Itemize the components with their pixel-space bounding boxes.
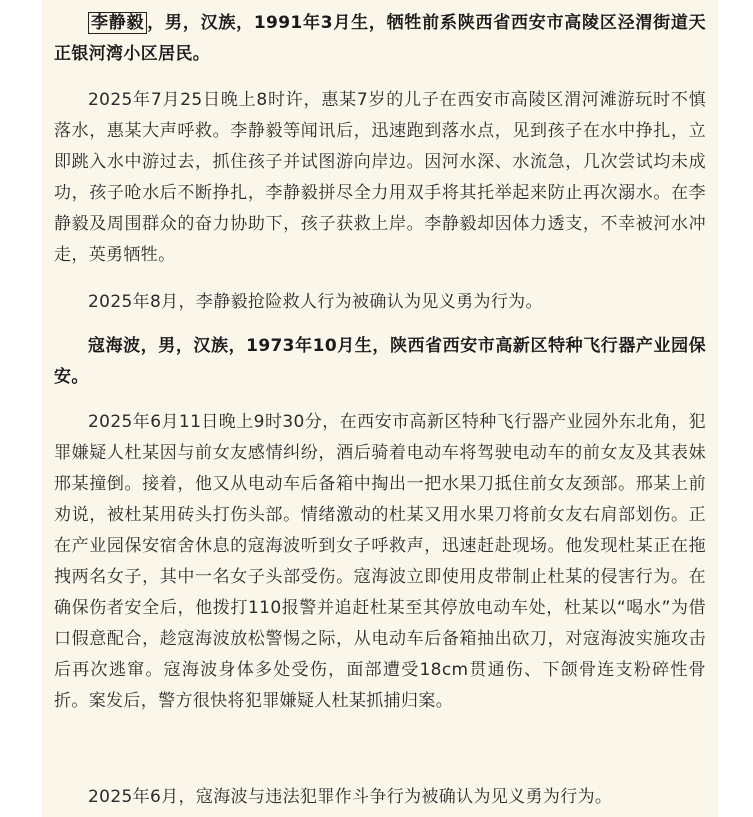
hero1-story-paragraph: 2025年7月25日晚上8时许，惠某7岁的儿子在西安市高陵区渭河滩游玩时不慎落水，惠某大声呼救。李静毅等闻讯后，迅速跑到落水点，见到孩子在水中挣扎，立即跳入水中游过去，抓住孩子并试图游向岸边。因河水深、水流急，几次尝试均未成功，孩子呛水后不断挣扎，李静毅拼尽全力用双手将其托举起来防止再次溺水。在李静毅及周围群众的奋力协助下，孩子获救上岸。李静毅却因体力透支，不幸被河水冲走，英勇牺牲。 <box>54 90 706 265</box>
hero1-intro-paragraph <box>54 8 706 70</box>
hero1-intro-text: ，男，汉族，1991年3月生，牺牲前系陕西省西安市高陵区泾渭街道天正银河湾小区居民。 <box>54 13 706 64</box>
hero2-recognition-paragraph: 2025年6月，寇海波与违法犯罪作斗争行为被确认为见义勇为行为。 <box>88 787 613 807</box>
hero2-story-paragraph: 2025年6月11日晚上9时30分，在西安市高新区特种飞行器产业园外东北角，犯罪嫌疑人杜某因与前女友感情纠纷，酒后骑着电动车将驾驶电动车的前女友及其表妹邢某撞倒。接着，他又从电动车后备箱中掏出一把水果刀抵住前女友颈部。邢某上前劝说，被杜某用砖头打伤头部。情绪激动的杜某又用水果刀将前女友右肩部划伤。正在产业园保安宿舍休息的寇海波听到女子呼救声，迅速赶赴现场。他发现杜某正在拖拽两名女子，其中一名女子头部受伤。寇海波立即使用皮带制止杜某的侵害行为。在确保伤者安全后，他拨打110报警并追赶杜某至其停放电动车处，杜某以“喝水”为借口假意配合，趁寇海波放松警惕之际，从电动车后备箱抽出砍刀，对寇海波实施攻击后再次逃窜。寇海波身体多处受伤，面部遭受18cm贯通伤、下颌骨连支粉碎性骨折。案发后，警方很快将犯罪嫌疑人杜某抓捕归案。 <box>54 412 706 711</box>
hero1-recognition-paragraph: 2025年8月，李静毅抢险救人行为被确认为见义勇为行为。 <box>88 292 543 312</box>
hero2-intro-paragraph: 寇海波，男，汉族，1973年10月生，陕西省西安市高新区特种飞行器产业园保安。 <box>54 336 706 387</box>
article-page <box>42 0 718 817</box>
hero1-name: 李静毅 <box>88 12 147 34</box>
